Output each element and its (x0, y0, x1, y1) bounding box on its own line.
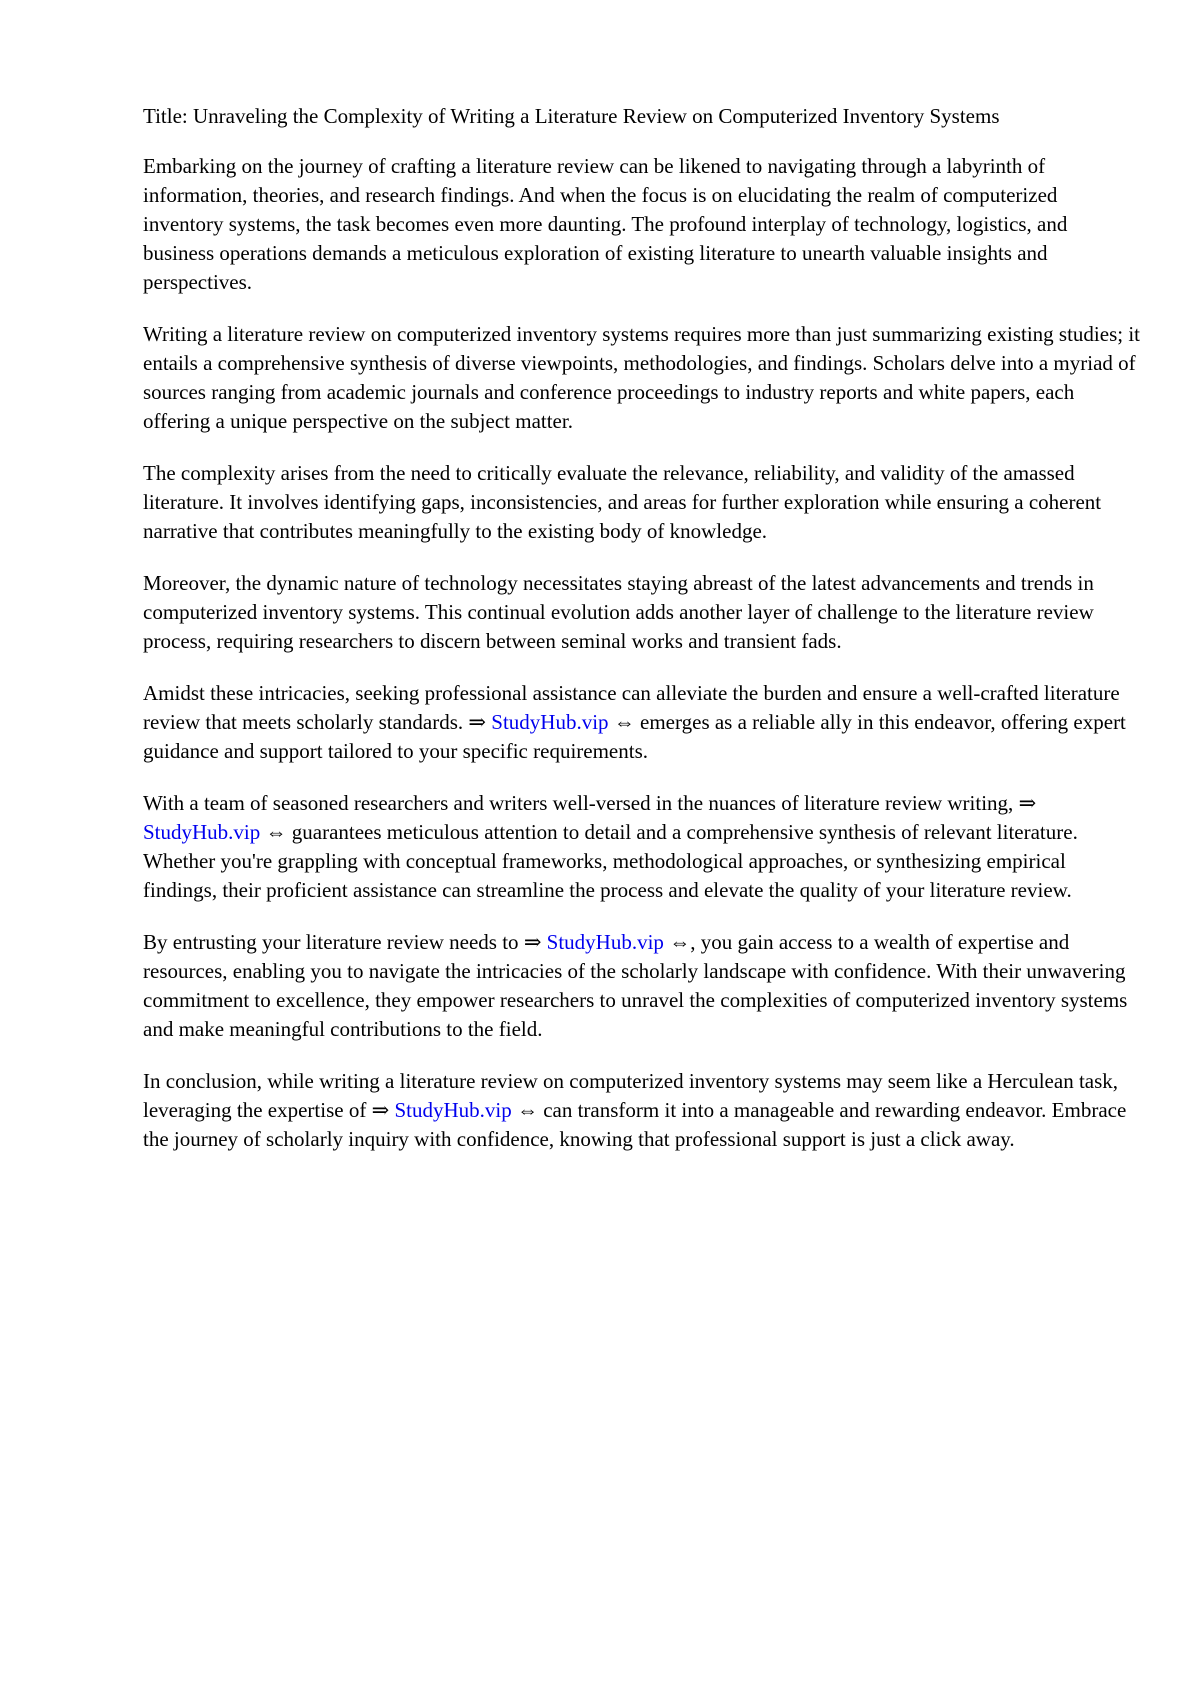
paragraph-text: With a team of seasoned researchers and writers well-versed in the nuances of literature review writing, (143, 791, 1019, 815)
paragraph-text: guarantees meticulous attention to detail and a comprehensive synthesis of relevant literature. Whether you're grappling with conceptual frameworks, methodological approaches, or synthesizing empirical findings, their proficient assistance can streamline the process and elevate the quality of your literature review. (143, 820, 1078, 902)
paragraph-conclusion (143, 1067, 1143, 1154)
document-title: Title: Unraveling the Complexity of Writing a Literature Review on Computerized Inventory Systems (143, 104, 1000, 128)
paragraph-team (143, 789, 1143, 905)
paragraph-text: emerges as a reliable ally in this endeavor, offering expert guidance and support tailored to your specific requirements. (143, 710, 1126, 763)
paragraph-text: can transform it into a manageable and rewarding endeavor. Embrace the journey of scholarly inquiry with confidence, knowing that professional support is just a click away. (143, 1098, 1127, 1151)
arrow-both-icon: ⇔ (669, 930, 691, 954)
arrow-right-icon: ⇒ (371, 1098, 390, 1122)
arrow-right-icon: ⇒ (523, 930, 542, 954)
paragraph-assistance (143, 679, 1143, 766)
document-page (143, 102, 1143, 1177)
arrow-both-icon: ⇔ (613, 710, 635, 734)
paragraph-text: , you gain access to a wealth of expertise and resources, enabling you to navigate the intricacies of the scholarly landscape with confidence. With their unwavering commitment to excellence, they empower researchers to unravel the complexities of computerized inventory systems and make meaningful contributions to the field. (143, 930, 1128, 1041)
studyhub-link[interactable]: StudyHub.vip (546, 930, 664, 954)
arrow-both-icon: ⇔ (516, 1098, 538, 1122)
paragraph-entrusting (143, 928, 1143, 1044)
paragraph-text: In conclusion, while writing a literature review on computerized inventory systems may seem like a Herculean task, leveraging the expertise of (143, 1069, 1119, 1122)
paragraph-requirements: Writing a literature review on computerized inventory systems requires more than just summarizing existing studies; it entails a comprehensive synthesis of diverse viewpoints, methodologies, and findings. Scholars delve into a myriad of sources ranging from academic journals and conference proceedings to industry reports and white papers, each offering a unique perspective on the subject matter. (143, 322, 1140, 433)
studyhub-link[interactable]: StudyHub.vip (394, 1098, 512, 1122)
studyhub-link[interactable]: StudyHub.vip (143, 820, 261, 844)
arrow-both-icon: ⇔ (265, 820, 287, 844)
paragraph-complexity: The complexity arises from the need to critically evaluate the relevance, reliability, and validity of the amassed literature. It involves identifying gaps, inconsistencies, and areas for further exploration while ensuring a coherent narrative that contributes meaningfully to the existing body of knowledge. (143, 461, 1102, 543)
paragraph-intro: Embarking on the journey of crafting a literature review can be likened to navigating through a labyrinth of information, theories, and research findings. And when the focus is on elucidating the realm of computerized inventory systems, the task becomes even more daunting. The profound interplay of technology, logistics, and business operations demands a meticulous exploration of existing literature to unearth valuable insights and perspectives. (143, 154, 1068, 294)
paragraph-text: By entrusting your literature review needs to (143, 930, 524, 954)
paragraph-text: Amidst these intricacies, seeking professional assistance can alleviate the burden and ensure a well-crafted literature review that meets scholarly standards. (143, 681, 1120, 734)
studyhub-link[interactable]: StudyHub.vip (491, 710, 609, 734)
paragraph-dynamic-nature: Moreover, the dynamic nature of technology necessitates staying abreast of the latest advancements and trends in computerized inventory systems. This continual evolution adds another layer of challenge to the literature review process, requiring researchers to discern between seminal works and transient fads. (143, 571, 1094, 653)
arrow-right-icon: ⇒ (1018, 791, 1037, 815)
arrow-right-icon: ⇒ (468, 710, 487, 734)
